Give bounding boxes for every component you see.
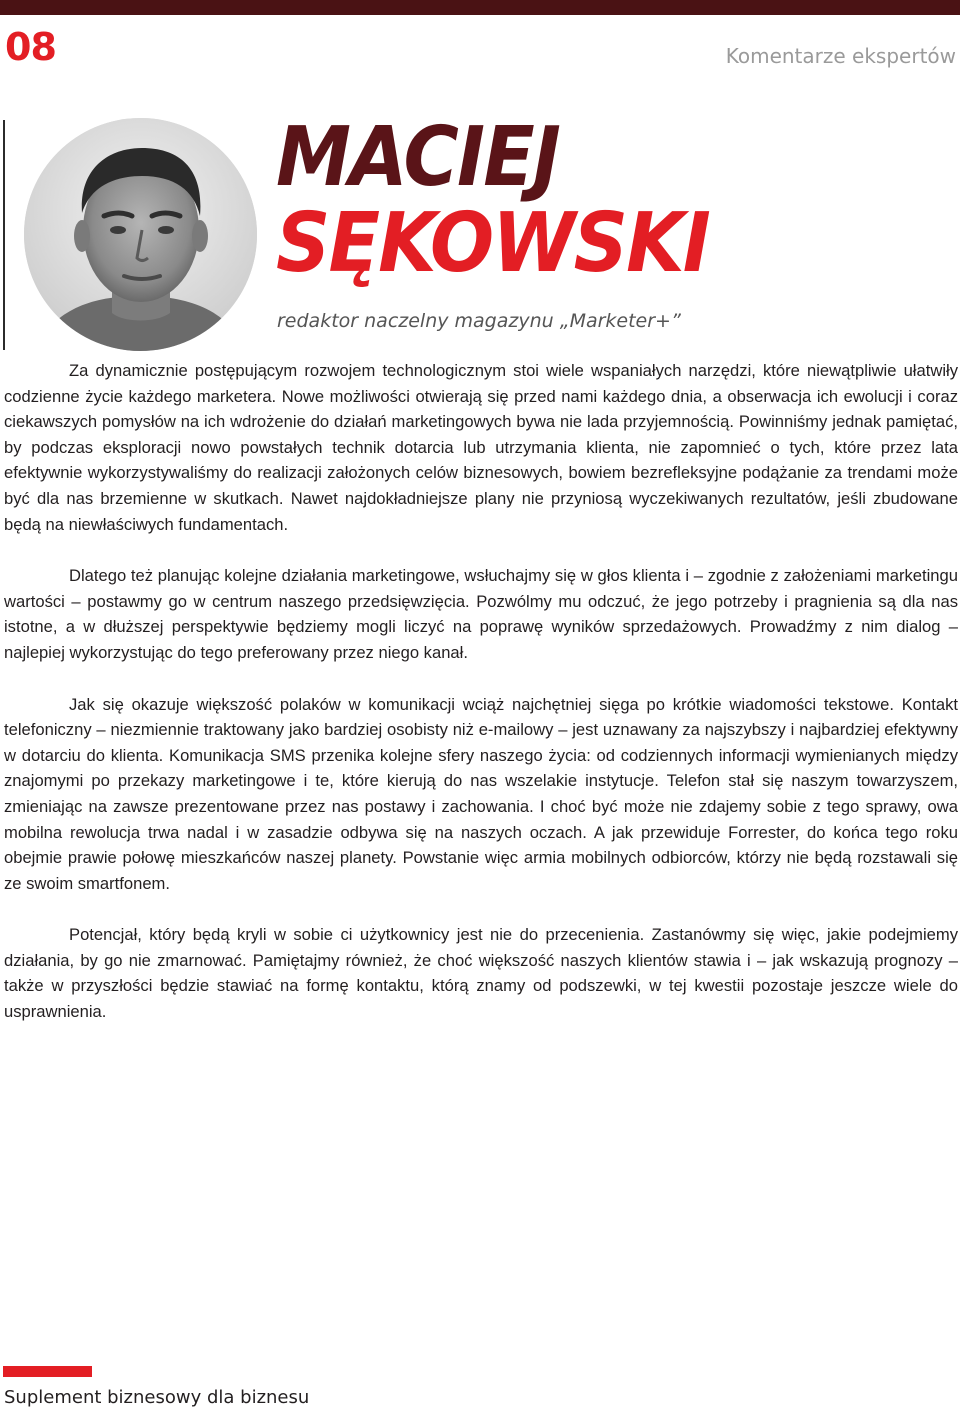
- article-paragraph: Za dynamicznie postępującym rozwojem technologicznym stoi wiele wspaniałych narzędzi, które niewątpliwie ułatwiły codzienne życie każdego marketera. Nowe możliwości otwierają się przed nami każdego dnia, a obserwacja ich ewolucji i coraz ciekawszych pomysłów na ich wdrożenie do działań marketingowych bywa nie lada przyjemnością. Powinniśmy jednak pamiętać, by podczas eksploracji nowo powstałych technik dotarcia lub utrzymania klienta, nie zapomnieć o tych, które przez lata efektywnie wykorzystywaliśmy do realizacji założonych celów biznesowych, bowiem bezrefleksyjne podążanie za trendami może być dla nas brzemienne w skutkach. Nawet najdokładniejsze plany nie przyniosą wyczekiwanych rezultatów, jeśli zbudowane będą na niewłaściwych fundamentach.: [4, 361, 958, 534]
- author-first-name: MACIEJ: [276, 110, 560, 205]
- article-paragraph: Dlatego też planując kolejne działania marketingowe, wsłuchajmy się w głos klienta i – zgodnie z założeniami marketingu wartości – postawmy go w centrum naszego przedsięwzięcia. Pozwólmy mu odczuć, że jego potrzeby i pragnienia są dla nas istotne, a w dłuższej perspektywie będziemy mogli liczyć na poprawę wyników sprzedażowych. Prowadźmy z nim dialog – najlepiej wykorzystując do tego preferowany przez niego kanał.: [4, 566, 958, 662]
- footer-accent-bar: [3, 1366, 92, 1377]
- vertical-divider: [3, 120, 5, 350]
- author-last-name: SĘKOWSKI: [276, 196, 709, 291]
- author-photo: [24, 118, 257, 351]
- article-paragraph: Potencjał, który będą kryli w sobie ci użytkownicy jest nie do przecenienia. Zastanówmy się więc, jakie podejmiemy działania, by go nie zmarnować. Pamiętajmy również, że choć większość naszych klientów stawia i – jak wskazują prognozy – także w przyszłości będzie stawiać na formę kontaktu, którą znamy od podszewki, w tej kwestii pozostaje jeszcze wiele do usprawnienia.: [4, 925, 958, 1022]
- article-body: [4, 358, 958, 1051]
- section-title: Komentarze ekspertów: [725, 44, 956, 68]
- top-bar: [0, 0, 960, 15]
- article-paragraph: Jak się okazuje większość polaków w komunikacji wciąż najchętniej sięga po krótkie wiadomości tekstowe. Kontakt telefoniczny – niezmiennie traktowany jako bardziej osobisty niż e-mailowy – jest uznawany za najszybszy i najbardziej efektywny w dotarciu do klienta. Komunikacja SMS przenika kolejne sfery naszego życia: od codziennych informacji wymienianych między znajomymi po przekazy marketingowe i te, które kierują do nas wszelakie instytucje. Telefon stał się naszym towarzyszem, zmieniając na zawsze prezentowane przez nas postawy i zachowania. I choć być może nie zdajemy sobie z tego sprawy, owa mobilna rewolucja trwa nadal i w zasadzie odbywa się na naszych oczach. A jak przewiduje Forrester, do końca tego roku obejmie prawie połowę mieszkańców naszej planety. Powstanie więc armia mobilnych odbiorców, którzy nie będą rozstawali się ze swoim smartfonem.: [4, 694, 958, 893]
- page-number: 08: [5, 25, 56, 69]
- author-portrait-image: [24, 118, 257, 351]
- footer-publication-name: Suplement biznesowy dla biznesu: [4, 1387, 310, 1408]
- author-role: redaktor naczelny magazynu „Marketer+”: [277, 310, 681, 332]
